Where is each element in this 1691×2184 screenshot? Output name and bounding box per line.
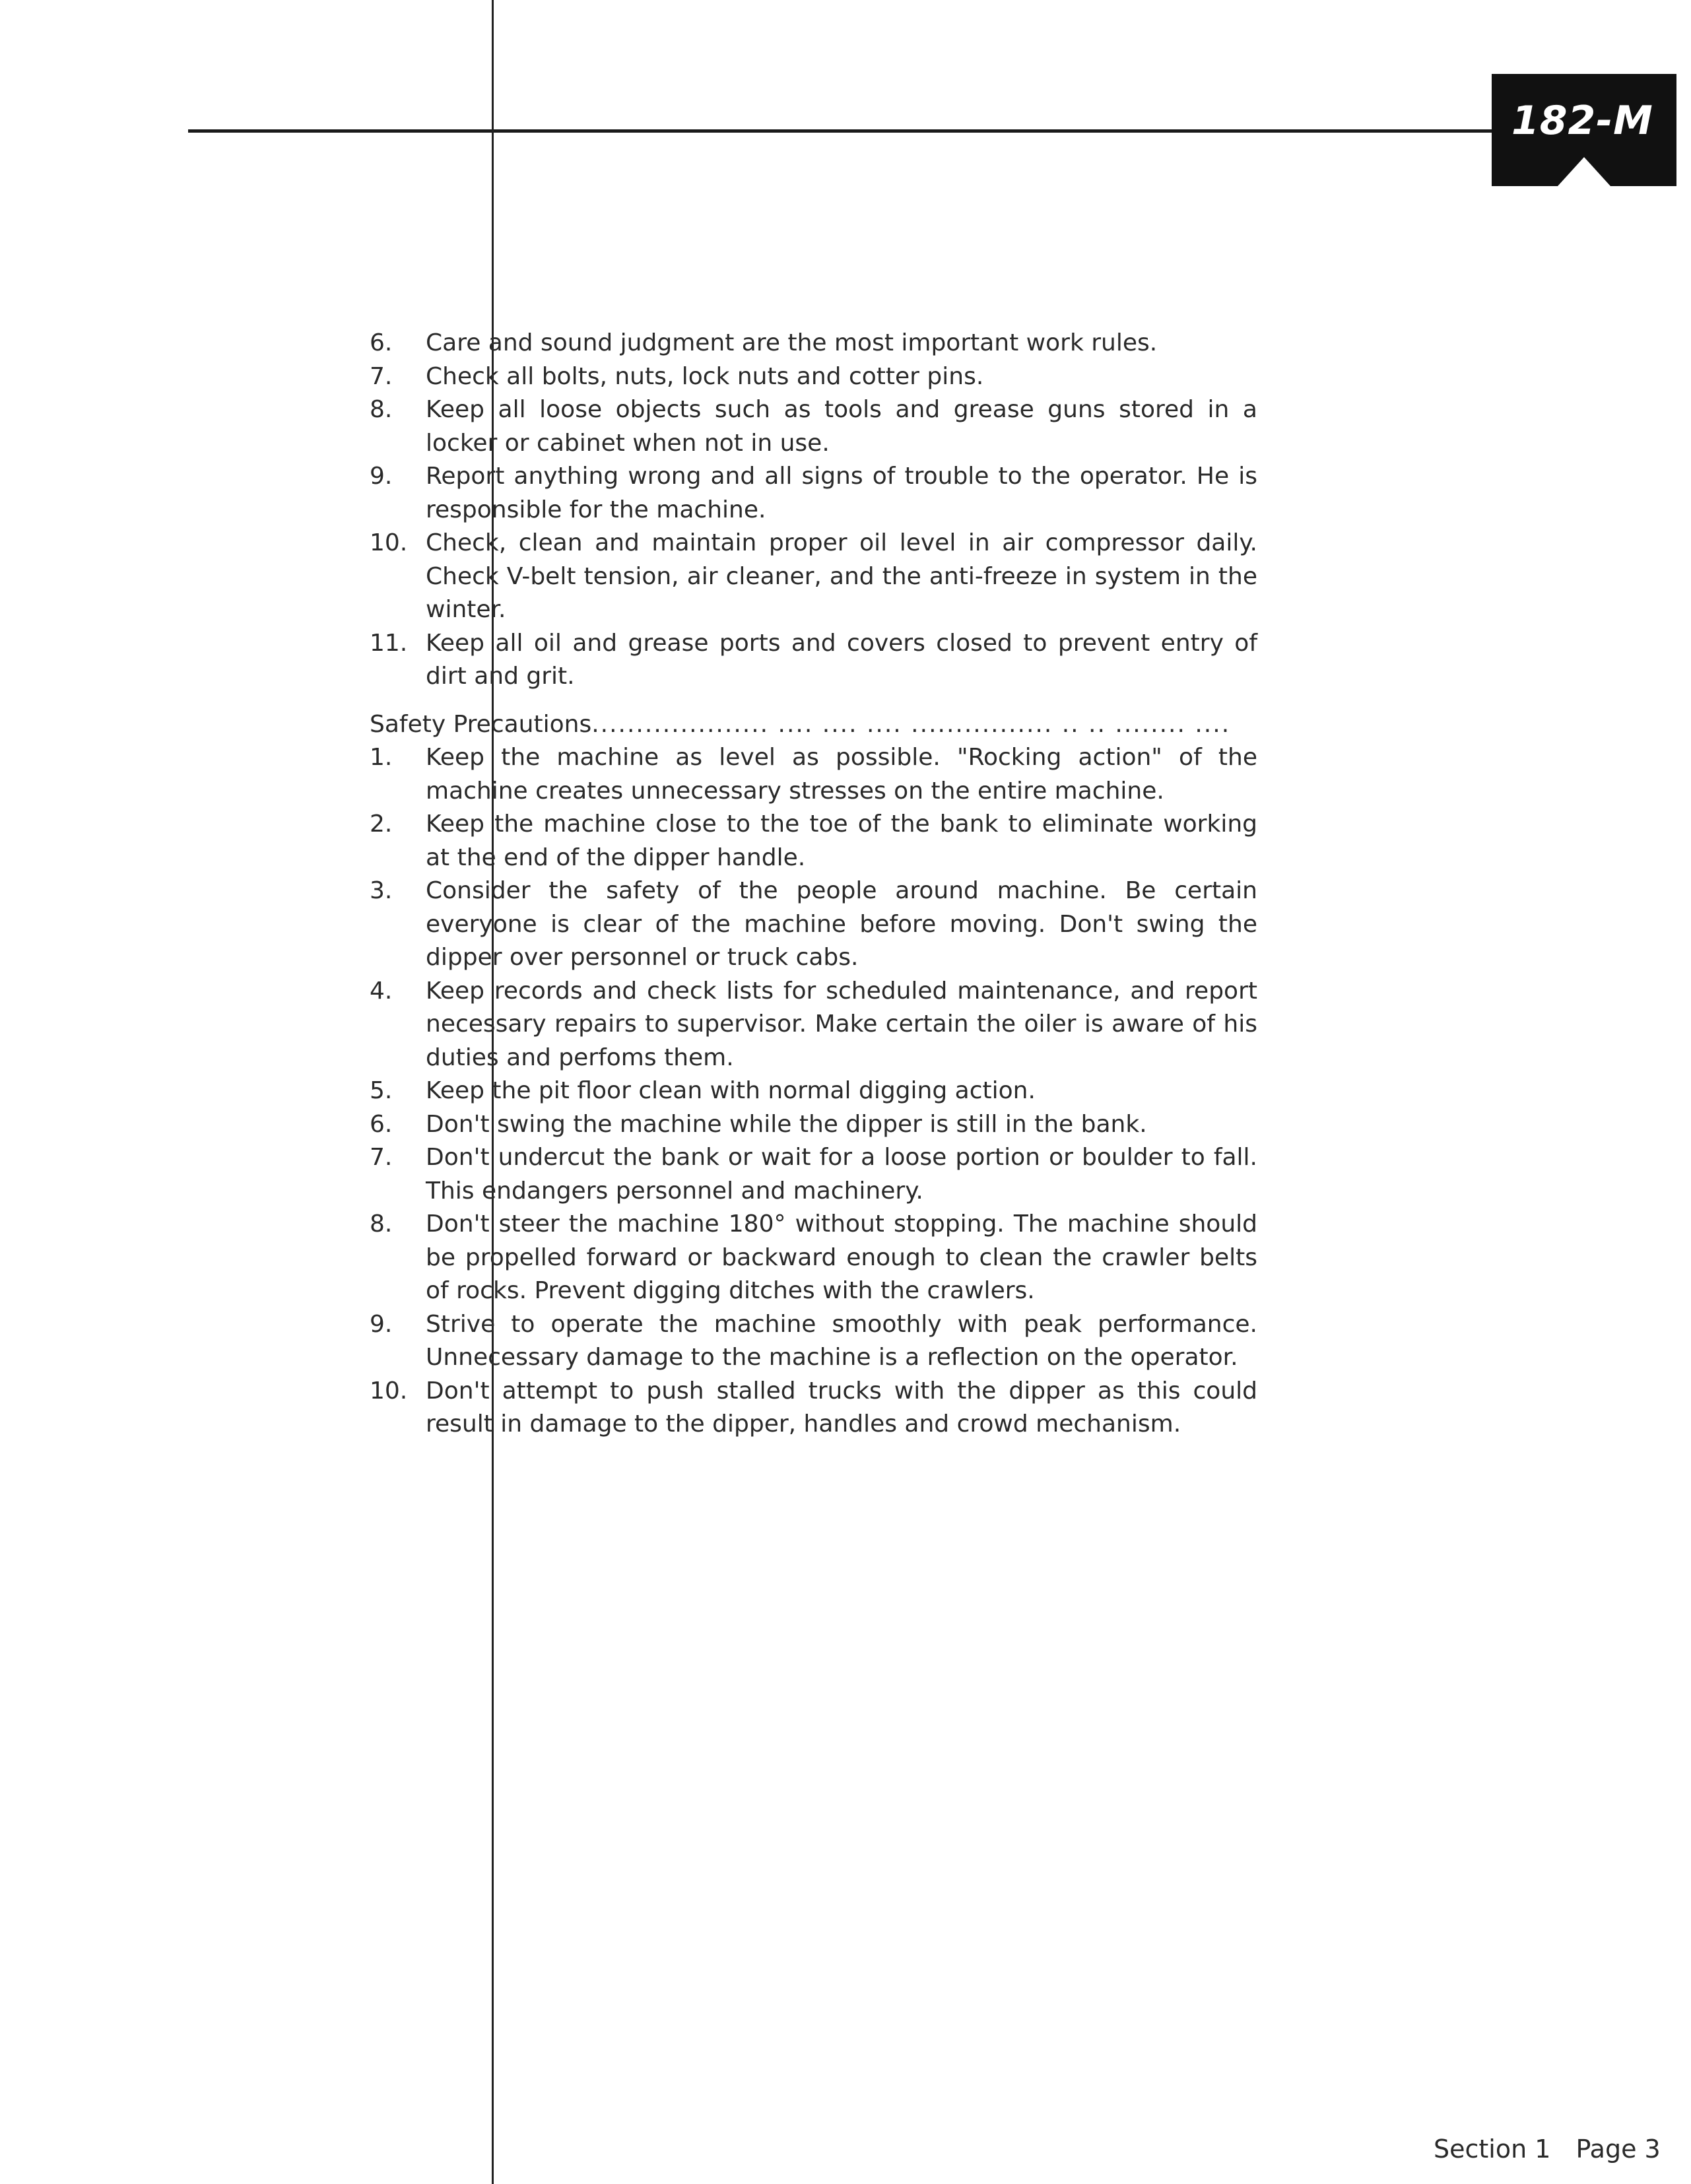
item-number: 11. [370,629,408,657]
page-number: Page 3 [1575,2134,1661,2164]
item-text: Don't undercut the bank or wait for a loose portion or boulder to fall. This endangers personnel and machinery. [426,1144,1257,1205]
item-text: Report anything wrong and all signs of trouble to the operator. He is responsible for the machine. [426,463,1257,523]
safety-item [370,1375,1257,1441]
item-text: Consider the safety of the people around machine. Be certain everyone is clear of the machine before moving. Don't swing the dipper over personnel or truck cabs. [426,877,1257,971]
safety-item [370,1141,1257,1208]
item-number: 5. [370,1077,393,1104]
heading-text: Safety Precautions [370,710,592,738]
safety-item [370,975,1257,1075]
item-number: 7. [370,362,393,390]
safety-item [370,1208,1257,1308]
item-number: 2. [370,811,393,838]
item-number: 4. [370,977,393,1005]
item-text: Check, clean and maintain proper oil level in air compressor daily. Check V-belt tension, air cleaner, and the anti-freeze in system in the winter. [426,529,1257,623]
item-text: Keep all loose objects such as tools and grease guns stored in a locker or cabinet when not in use. [426,396,1257,457]
item-number: 9. [370,463,393,490]
section-label: Section 1 [1434,2134,1551,2164]
safety-item [370,875,1257,975]
safety-precautions-heading [370,708,1257,742]
safety-item [370,808,1257,875]
item-text: Keep the machine close to the toe of the bank to eliminate working at the end of the dipper handle. [426,811,1257,871]
item-text: Keep the machine as level as possible. "Rocking action" of the machine creates unnecessary stresses on the entire machine. [426,744,1257,805]
logo-notch [1558,157,1610,186]
logo-text: 182-M [1511,98,1653,144]
item-number: 8. [370,396,393,423]
item-number: 8. [370,1210,393,1238]
item-text: Check all bolts, nuts, lock nuts and cotter pins. [426,362,984,390]
safety-item [370,1308,1257,1375]
item-text: Keep all oil and grease ports and covers closed to prevent entry of dirt and grit. [426,629,1257,690]
list-item [370,627,1257,694]
item-text: Don't swing the machine while the dipper is still in the bank. [426,1110,1147,1138]
item-number: 10. [370,529,408,556]
item-number: 6. [370,329,393,356]
item-text: Strive to operate the machine smoothly with peak performance. Unnecessary damage to the machine is a reflection on the operator. [426,1310,1257,1371]
dot-leader: .................... .... .... .... ................ .. .. ........ .... [591,710,1231,738]
item-number: 7. [370,1144,393,1171]
safety-item [370,1075,1257,1108]
item-number: 9. [370,1310,393,1338]
item-text: Care and sound judgment are the most important work rules. [426,329,1158,356]
header-rule [188,129,1508,133]
item-number: 3. [370,877,393,904]
item-number: 10. [370,1377,408,1405]
safety-item [370,1108,1257,1142]
page-footer [1434,2134,1661,2164]
list-item [370,360,1257,394]
item-text: Don't steer the machine 180° without stopping. The machine should be propelled forward or backward enough to clean the crawler belts of rocks. Prevent digging ditches with the crawlers. [426,1210,1257,1304]
list-item [370,460,1257,527]
item-text: Don't attempt to push stalled trucks with the dipper as this could result in damage to the dipper, handles and crowd mechanism. [426,1377,1257,1438]
list-item [370,527,1257,627]
list-item [370,393,1257,460]
item-text: Keep the pit floor clean with normal digging action. [426,1077,1036,1104]
item-text: Keep records and check lists for scheduled maintenance, and report necessary repairs to supervisor. Make certain the oiler is aware of his duties and perfoms them. [426,977,1257,1071]
safety-item [370,741,1257,808]
item-number: 1. [370,744,393,771]
manual-logo [1492,74,1676,186]
list-item [370,327,1257,360]
item-number: 6. [370,1110,393,1138]
page-body [370,327,1257,1441]
